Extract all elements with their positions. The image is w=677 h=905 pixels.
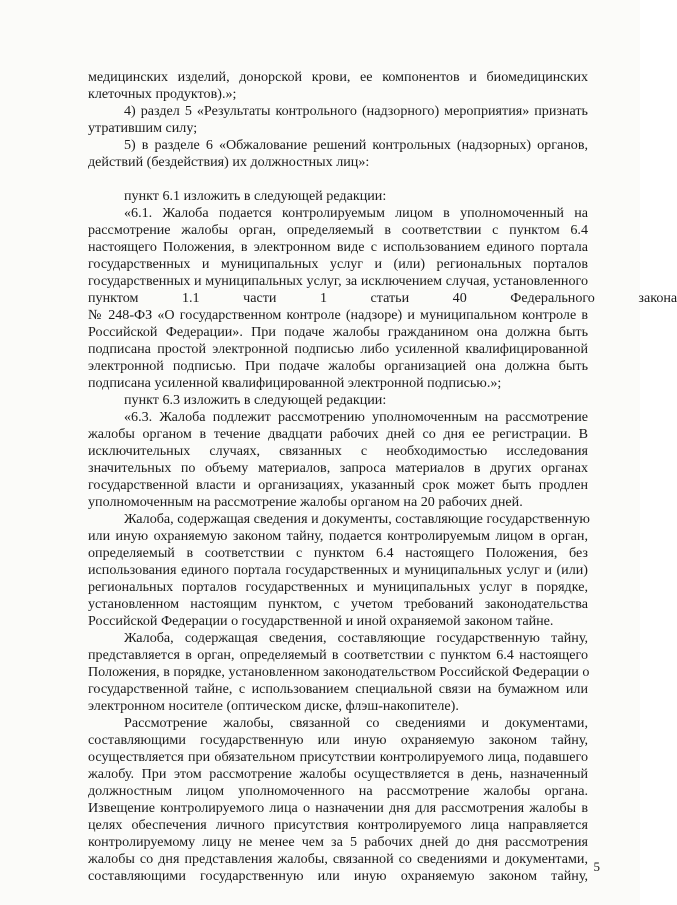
text-line: жалобу. При этом рассмотрение жалобы осуществляется в день, назначенный <box>88 766 588 782</box>
text-line: представляется в орган, определяемый в соответствии с пунктом 6.4 настоящего <box>88 647 588 663</box>
text-line: пунктом 1.1 части 1 статьи 40 Федерального закона <box>88 290 677 306</box>
text-line: региональных порталов государственных и муниципальных услуг в порядке, <box>88 579 588 595</box>
text-line: Извещение контролируемого лица о назначении дня для рассмотрения жалобы в <box>88 800 588 816</box>
text-line: «6.1. Жалоба подается контролируемым лицом в уполномоченный на <box>124 205 588 221</box>
text-line: действий (бездействия) их должностных лиц»: <box>88 154 370 170</box>
text-line: рассмотрение жалобы орган, определяемый в соответствии с пунктом 6.4 <box>88 222 588 238</box>
text-line: государственных и муниципальных услуг и (или) региональных порталов <box>88 256 588 272</box>
text-line: государственной власти и организациях, указанный срок может быть продлен <box>88 477 588 493</box>
text-line: государственных и муниципальных услуг, за исключением случая, установленного <box>88 273 588 289</box>
text-line: клеточных продуктов).»; <box>88 86 237 102</box>
text-line: жалобы органом в течение двадцати рабочих дней со дня ее регистрации. В <box>88 426 588 442</box>
text-line: установленном настоящим пунктом, с учетом требований законодательства <box>88 596 588 612</box>
text-line: подписана усиленной квалифицированной электронной подписью.»; <box>88 375 502 391</box>
text-line: утратившим силу; <box>88 120 198 136</box>
text-line: значительных по объему материалов, запроса материалов в других органах <box>88 460 588 476</box>
text-line: Рассмотрение жалобы, связанной со сведениями и документами, <box>124 715 588 731</box>
text-line: 5) в разделе 6 «Обжалование решений контрольных (надзорных) органов, <box>124 137 588 153</box>
text-line: 4) раздел 5 «Результаты контрольного (надзорного) мероприятия» признать <box>124 103 588 119</box>
text-line: подписана простой электронной подписью либо усиленной квалифицированной <box>88 341 588 357</box>
text-line: электронном носителе (оптическом диске, флэш-накопителе). <box>88 698 459 714</box>
text-line: Жалоба, содержащая сведения и документы, составляющие государственную <box>124 511 590 527</box>
text-line: целях обеспечения личного присутствия контролируемого лица направляется <box>88 817 588 833</box>
text-line: государственной тайне, с использованием специальной связи на бумажном или <box>88 681 588 697</box>
text-line: уполномоченным на рассмотрение жалобы органом на 20 рабочих дней. <box>88 494 523 510</box>
text-line: Российской Федерации о государственной и иной охраняемой законом тайне. <box>88 613 554 629</box>
text-line: определяемый в соответствии с пунктом 6.4 настоящего Положения, без <box>88 545 588 561</box>
text-line: Положения, в порядке, установленном законодательством Российской Федерации о <box>88 664 590 680</box>
text-line: контролируемому лицу не менее чем за 5 рабочих дней до дня рассмотрения <box>88 834 588 850</box>
text-line: Российской Федерации». При подаче жалобы гражданином она должна быть <box>88 324 588 340</box>
text-line: настоящего Положения, в электронном виде с использованием единого портала <box>88 239 588 255</box>
text-line: исключительных случаях, связанных с необходимостью исследования <box>88 443 588 459</box>
text-line: № 248-ФЗ «О государственном контроле (надзоре) и муниципальном контроле в <box>88 307 588 323</box>
text-line: Жалоба, содержащая сведения, составляющие государственную тайну, <box>124 630 588 646</box>
text-line: медицинских изделий, донорской крови, ее компонентов и биомедицинских <box>88 69 588 85</box>
text-line: использования единого портала государственных и муниципальных услуг и (или) <box>88 562 588 578</box>
text-line: жалобы со дня представления жалобы, связанной со сведениями и документами, <box>88 851 588 867</box>
text-line: электронной подписью. При подаче жалобы организацией она должна быть <box>88 358 588 374</box>
text-line: составляющими государственную или иную охраняемую законом тайну, <box>88 868 588 884</box>
text-line: должностным лицом уполномоченного на рассмотрение жалобы органа. <box>88 783 588 799</box>
text-line: «6.3. Жалоба подлежит рассмотрению уполномоченным на рассмотрение <box>124 409 588 425</box>
text-line: пункт 6.1 изложить в следующей редакции: <box>124 188 387 204</box>
text-line: пункт 6.3 изложить в следующей редакции: <box>124 392 387 408</box>
text-line: составляющими государственную или иную охраняемую законом тайну, <box>88 732 588 748</box>
text-line: или иную охраняемую законом тайну, подается контролируемым лицом в орган, <box>88 528 588 544</box>
text-line: осуществляется при обязательном присутствии контролируемого лица, подавшего <box>88 749 588 765</box>
page-number: 5 <box>593 859 600 874</box>
